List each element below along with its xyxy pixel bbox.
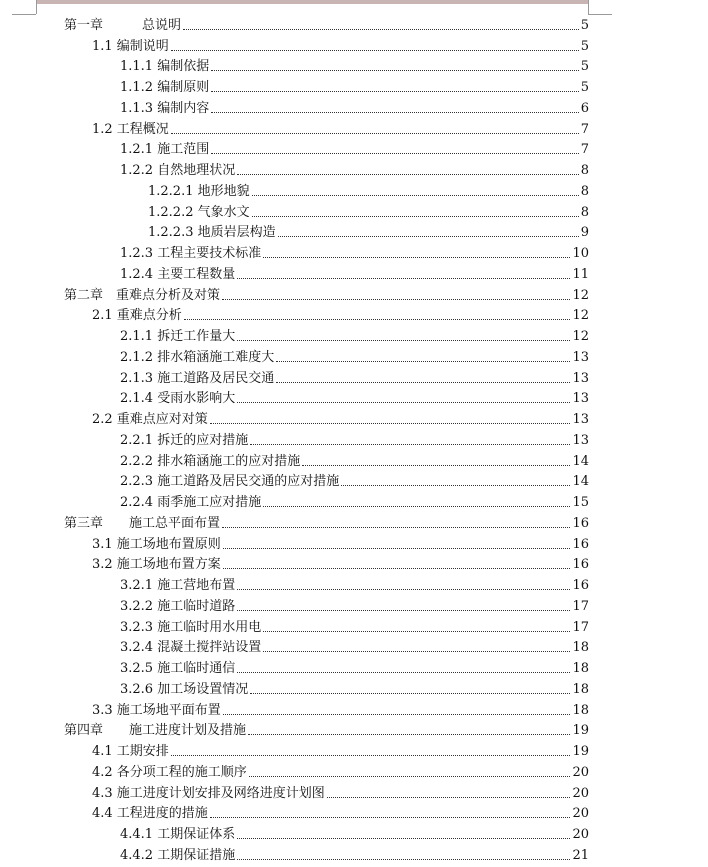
toc-entry-content [120,391,589,407]
toc-entry-title: 1.2.2.3 地质岩层构造 [148,225,276,241]
toc-entry-title: 2.1 重难点分析 [92,308,182,324]
toc-entry-title: 1.2 工程概况 [92,121,169,137]
toc-entry-content [120,640,589,656]
toc-entry-page-number: 16 [572,515,589,531]
toc-entry-title: 2.2.1 拆迁的应对措施 [120,432,249,448]
toc-entry-content [120,59,589,75]
toc-entry[interactable] [0,98,708,119]
toc-dot-leader [211,153,579,154]
toc-entry-page-number: 5 [580,38,589,54]
toc-dot-leader [171,133,579,134]
toc-entry-page-number: 13 [572,391,589,407]
toc-entry-title: 1.1 编制说明 [92,38,169,54]
toc-entry[interactable] [0,285,708,306]
toc-entry-content [120,848,589,864]
toc-entry[interactable] [0,721,708,742]
toc-entry-content [64,723,589,739]
toc-entry-title: 1.1.3 编制内容 [120,100,210,116]
toc-entry-content [120,142,589,158]
toc-entry-title: 1.2.3 工程主要技术标准 [120,246,262,261]
toc-entry[interactable] [0,409,708,430]
toc-entry-page-number: 9 [580,225,589,241]
toc-entry-page-number: 12 [572,329,589,344]
toc-entry-content [120,827,589,843]
toc-entry-content [92,806,589,822]
toc-entry-title: 3.2.1 施工营地布置 [120,578,236,593]
toc-dot-leader [211,70,579,71]
toc-entry-content [120,350,589,366]
toc-entry-page-number: 20 [572,806,589,822]
toc-dot-leader [252,195,579,196]
toc-dot-leader [211,112,579,113]
toc-dot-leader [276,382,570,383]
toc-entry-page-number: 7 [580,142,589,158]
toc-entry-content [92,122,589,138]
toc-entry-title: 1.1.2 编制原则 [120,80,210,95]
toc-entry[interactable] [0,762,708,783]
toc-dot-leader [248,734,570,735]
toc-entry-page-number: 17 [572,619,589,635]
toc-dot-leader [223,548,571,549]
toc-dot-leader [302,465,570,466]
toc-entry-content [120,80,589,96]
toc-entry-content [64,18,589,34]
toc-dot-leader [263,257,570,258]
toc-entry-page-number: 13 [572,349,589,365]
toc-entry[interactable] [0,140,708,161]
toc-entry[interactable] [0,555,708,576]
toc-entry-title: 4.2 各分项工程的施工顺序 [92,764,247,780]
toc-entry[interactable] [0,326,708,347]
toc-dot-leader [252,216,579,217]
toc-entry-title: 2.1.4 受雨水影响大 [120,391,236,407]
toc-entry[interactable] [0,804,708,825]
toc-entry[interactable] [0,243,708,264]
toc-entry-title: 第四章 施工进度计划及措施 [64,723,247,739]
toc-entry[interactable] [0,223,708,244]
toc-entry[interactable] [0,658,708,679]
toc-entry-title: 3.3 施工场地平面布置 [92,702,221,718]
toc-entry-page-number: 16 [572,578,589,593]
toc-entry-title: 4.3 施工进度计划安排及网络进度计划图 [92,785,325,801]
toc-dot-leader [237,589,570,590]
toc-entry-title: 第二章 重难点分析及对策 [64,287,221,303]
toc-entry-page-number: 18 [572,640,589,656]
toc-entry-page-number: 10 [572,246,589,261]
toc-entry-content [64,516,589,532]
toc-entry-content [120,163,589,179]
toc-entry-content [148,205,589,221]
toc-entry-content [120,474,589,490]
toc-dot-leader [237,402,570,403]
toc-dot-leader [263,631,570,632]
toc-dot-leader [223,714,571,715]
toc-dot-leader [222,299,570,300]
toc-entry-content [92,786,589,802]
toc-dot-leader [237,174,579,175]
toc-entry-title: 1.2.2.2 气象水文 [148,204,250,220]
toc-entry-page-number: 7 [580,121,589,137]
toc-entry-title: 1.1.1 编制依据 [120,59,210,75]
toc-entry-page-number: 14 [572,453,589,469]
toc-entry[interactable] [0,347,708,368]
toc-entry-title: 2.1.2 排水箱涵施工难度大 [120,349,275,365]
toc-entry[interactable] [0,679,708,700]
toc-entry-page-number: 8 [580,183,589,199]
toc-entry[interactable] [0,472,708,493]
toc-entry-page-number: 5 [580,59,589,75]
toc-entry-content [120,246,589,262]
toc-entry[interactable] [0,119,708,140]
toc-entry[interactable] [0,389,708,410]
toc-entry-title: 3.2.4 混凝土搅拌站设置 [120,640,262,656]
toc-entry-title: 1.2.2.1 地形地貌 [148,183,250,199]
toc-entry[interactable] [0,700,708,721]
toc-entry-content [92,537,589,553]
toc-entry-title: 2.2.3 施工道路及居民交通的应对措施 [120,474,340,490]
toc-entry-title: 3.2.6 加工场设置情况 [120,681,249,697]
crop-mark-right [588,0,589,14]
toc-entry[interactable] [0,181,708,202]
toc-entry-title: 1.2.2 自然地理状况 [120,163,236,178]
toc-dot-leader [250,444,570,445]
toc-dot-leader [263,506,570,507]
toc-dot-leader [171,755,571,756]
toc-entry-title: 3.2.5 施工临时通信 [120,661,236,676]
toc-entry-title: 2.1.3 施工道路及居民交通 [120,370,275,386]
toc-entry-content [120,267,589,283]
toc-dot-leader [223,568,571,569]
toc-entry-content [120,329,589,345]
toc-entry[interactable] [0,596,708,617]
toc-entry-title: 3.1 施工场地布置原则 [92,536,221,552]
toc-entry[interactable] [0,15,708,36]
toc-entry[interactable] [0,77,708,98]
toc-entry-title: 2.2 重难点应对对策 [92,412,208,427]
toc-dot-leader [184,319,571,320]
crop-mark-left [36,0,37,14]
toc-entry-content [92,744,589,760]
toc-entry-page-number: 19 [572,723,589,739]
toc-entry-page-number: 20 [572,764,589,780]
toc-entry-content [64,288,589,304]
table-of-contents [0,15,708,866]
toc-entry-page-number: 19 [572,744,589,759]
toc-entry-page-number: 18 [572,681,589,697]
toc-entry[interactable] [0,430,708,451]
toc-dot-leader [237,859,570,860]
toc-entry-content [120,495,589,511]
toc-entry-page-number: 16 [572,557,589,573]
toc-entry-content [148,184,589,200]
toc-entry-page-number: 13 [572,432,589,448]
toc-dot-leader [237,340,570,341]
toc-dot-leader [237,672,570,673]
toc-entry-page-number: 14 [572,474,589,490]
toc-entry[interactable] [0,264,708,285]
toc-dot-leader [250,693,570,694]
toc-entry[interactable] [0,534,708,555]
toc-entry-title: 4.4.1 工期保证体系 [120,827,236,842]
toc-dot-leader [183,29,579,30]
toc-entry-content [120,578,589,594]
toc-entry-page-number: 20 [572,827,589,842]
toc-dot-leader [171,50,579,51]
toc-entry-page-number: 16 [572,536,589,552]
toc-entry-content [92,703,589,719]
toc-entry-content [92,412,589,428]
toc-entry[interactable] [0,617,708,638]
toc-entry[interactable] [0,575,708,596]
toc-entry-page-number: 11 [572,266,589,282]
toc-entry-content [120,433,589,449]
toc-entry[interactable] [0,638,708,659]
toc-entry-title: 4.4.2 工期保证措施 [120,847,236,863]
toc-entry-page-number: 18 [572,702,589,718]
page-top-edge [36,0,588,4]
toc-entry-content [120,620,589,636]
toc-entry-page-number: 12 [572,308,589,324]
toc-entry-title: 2.1.1 拆迁工作量大 [120,329,236,344]
toc-dot-leader [263,651,570,652]
toc-entry[interactable] [0,513,708,534]
toc-entry-title: 第一章 总说明 [64,17,182,33]
toc-entry-page-number: 21 [572,847,589,863]
toc-entry-page-number: 20 [572,785,589,801]
toc-entry-content [92,765,589,781]
toc-entry-title: 3.2 施工场地布置方案 [92,557,221,573]
toc-entry-title: 1.2.4 主要工程数量 [120,266,236,282]
toc-entry-page-number: 8 [580,163,589,178]
toc-entry-page-number: 18 [572,661,589,676]
toc-entry-title: 4.4 工程进度的措施 [92,806,208,822]
toc-dot-leader [341,485,570,486]
toc-entry-page-number: 17 [572,598,589,614]
toc-entry-content [92,308,589,324]
toc-entry-page-number: 5 [580,17,589,33]
toc-entry[interactable] [0,160,708,181]
toc-entry-content [120,101,589,117]
toc-entry-content [92,557,589,573]
toc-dot-leader [237,610,570,611]
toc-entry[interactable] [0,57,708,78]
toc-entry-content [148,225,589,241]
toc-dot-leader [237,278,570,279]
toc-entry-content [120,454,589,470]
toc-dot-leader [210,423,571,424]
toc-dot-leader [210,817,571,818]
toc-entry[interactable] [0,36,708,57]
toc-dot-leader [222,527,570,528]
toc-entry[interactable] [0,783,708,804]
toc-entry-page-number: 13 [572,370,589,386]
toc-dot-leader [237,838,570,839]
toc-entry-title: 3.2.3 施工临时用水用电 [120,619,262,635]
toc-entry-title: 第三章 施工总平面布置 [64,515,221,531]
toc-dot-leader [278,236,579,237]
toc-entry-title: 2.2.4 雨季施工应对措施 [120,495,262,510]
toc-entry[interactable] [0,741,708,762]
toc-entry-page-number: 5 [580,80,589,95]
toc-entry[interactable] [0,368,708,389]
toc-entry[interactable] [0,306,708,327]
toc-entry-title: 4.1 工期安排 [92,744,169,759]
toc-entry-content [120,682,589,698]
toc-entry-content [92,39,589,55]
toc-entry[interactable] [0,202,708,223]
toc-entry-page-number: 12 [572,287,589,303]
toc-entry-content [120,371,589,387]
toc-dot-leader [249,776,571,777]
toc-entry-title: 2.2.2 排水箱涵施工的应对措施 [120,453,301,469]
toc-entry-content [120,661,589,677]
toc-entry[interactable] [0,845,708,866]
toc-dot-leader [276,361,570,362]
toc-entry[interactable] [0,451,708,472]
toc-dot-leader [211,91,579,92]
toc-entry[interactable] [0,824,708,845]
toc-entry-title: 3.2.2 施工临时道路 [120,598,236,614]
toc-entry[interactable] [0,492,708,513]
toc-entry-title: 1.2.1 施工范围 [120,142,210,158]
toc-entry-page-number: 8 [580,204,589,220]
toc-entry-page-number: 6 [580,100,589,116]
toc-dot-leader [327,797,571,798]
toc-entry-page-number: 15 [572,495,589,510]
toc-entry-page-number: 13 [572,412,589,427]
toc-entry-content [120,599,589,615]
